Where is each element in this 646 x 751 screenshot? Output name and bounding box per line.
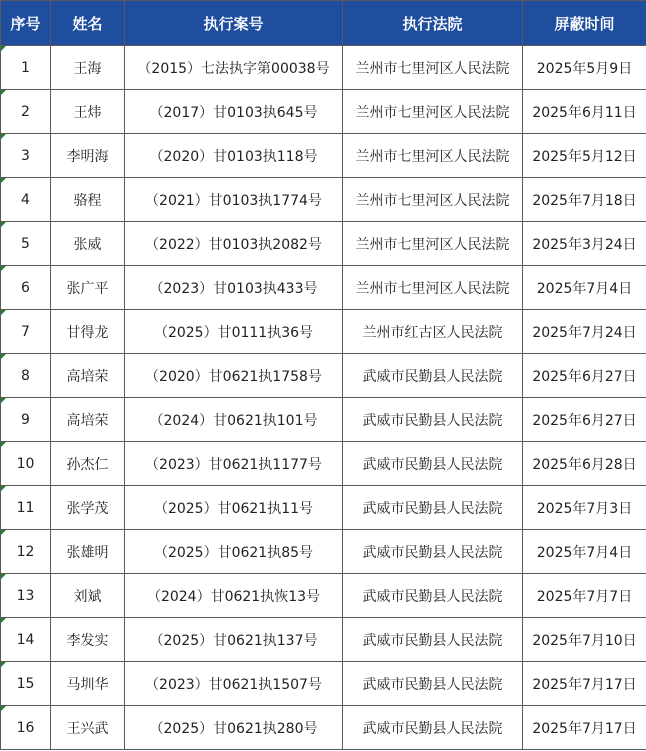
- cell-blocked-date: 2025年7月4日: [523, 530, 646, 574]
- cell-case-number: （2017）甘0103执645号: [125, 90, 343, 134]
- cell-court: 武威市民勤县人民法院: [343, 354, 523, 398]
- cell-case-number: （2021）甘0103执1774号: [125, 178, 343, 222]
- table-row: [1, 310, 646, 354]
- table-header: [1, 1, 646, 46]
- cell-index: 14: [1, 618, 51, 662]
- cell-name: 张广平: [51, 266, 125, 310]
- cell-index: 9: [1, 398, 51, 442]
- cell-name: 王炜: [51, 90, 125, 134]
- cell-name: 李明海: [51, 134, 125, 178]
- cell-court: 武威市民勤县人民法院: [343, 574, 523, 618]
- cell-index: 6: [1, 266, 51, 310]
- table-row: [1, 618, 646, 662]
- header-name: 姓名: [51, 1, 125, 46]
- cell-name: 高培荣: [51, 354, 125, 398]
- cell-court: 兰州市七里河区人民法院: [343, 134, 523, 178]
- header-case-number: 执行案号: [125, 1, 343, 46]
- table-row: [1, 134, 646, 178]
- cell-court: 兰州市红古区人民法院: [343, 310, 523, 354]
- cell-blocked-date: 2025年6月27日: [523, 398, 646, 442]
- cell-blocked-date: 2025年5月12日: [523, 134, 646, 178]
- table-row: [1, 442, 646, 486]
- cell-name: 骆程: [51, 178, 125, 222]
- cell-blocked-date: 2025年6月11日: [523, 90, 646, 134]
- cell-index: 8: [1, 354, 51, 398]
- table-row: [1, 574, 646, 618]
- cell-name: 马圳华: [51, 662, 125, 706]
- table-row: [1, 90, 646, 134]
- table-row: [1, 398, 646, 442]
- cell-index: 2: [1, 90, 51, 134]
- cell-index: 1: [1, 46, 51, 90]
- cell-index: 13: [1, 574, 51, 618]
- cell-court: 兰州市七里河区人民法院: [343, 90, 523, 134]
- header-blocked-date: 屏蔽时间: [523, 1, 646, 46]
- cell-name: 高培荣: [51, 398, 125, 442]
- cell-index: 7: [1, 310, 51, 354]
- table-row: [1, 46, 646, 90]
- table-row: [1, 706, 646, 750]
- cell-blocked-date: 2025年5月9日: [523, 46, 646, 90]
- cell-case-number: （2023）甘0621执1507号: [125, 662, 343, 706]
- header-row: [1, 1, 646, 46]
- cell-court: 兰州市七里河区人民法院: [343, 46, 523, 90]
- cell-blocked-date: 2025年3月24日: [523, 222, 646, 266]
- cell-name: 张雄明: [51, 530, 125, 574]
- cell-blocked-date: 2025年6月28日: [523, 442, 646, 486]
- cell-blocked-date: 2025年7月10日: [523, 618, 646, 662]
- cell-index: 16: [1, 706, 51, 750]
- cell-court: 武威市民勤县人民法院: [343, 662, 523, 706]
- cell-case-number: （2023）甘0621执1177号: [125, 442, 343, 486]
- cell-case-number: （2025）甘0111执36号: [125, 310, 343, 354]
- cell-court: 兰州市七里河区人民法院: [343, 178, 523, 222]
- cell-case-number: （2025）甘0621执280号: [125, 706, 343, 750]
- cell-blocked-date: 2025年6月27日: [523, 354, 646, 398]
- cell-blocked-date: 2025年7月17日: [523, 706, 646, 750]
- cell-court: 兰州市七里河区人民法院: [343, 222, 523, 266]
- header-index: 序号: [1, 1, 51, 46]
- cell-index: 15: [1, 662, 51, 706]
- cell-case-number: （2023）甘0103执433号: [125, 266, 343, 310]
- cell-name: 孙杰仁: [51, 442, 125, 486]
- cell-name: 张威: [51, 222, 125, 266]
- cell-case-number: （2025）甘0621执11号: [125, 486, 343, 530]
- table-row: [1, 486, 646, 530]
- cell-court: 武威市民勤县人民法院: [343, 618, 523, 662]
- header-court: 执行法院: [343, 1, 523, 46]
- cell-case-number: （2024）甘0621执恢13号: [125, 574, 343, 618]
- cell-index: 11: [1, 486, 51, 530]
- cell-name: 刘斌: [51, 574, 125, 618]
- cell-name: 甘得龙: [51, 310, 125, 354]
- cell-blocked-date: 2025年7月18日: [523, 178, 646, 222]
- cell-court: 武威市民勤县人民法院: [343, 398, 523, 442]
- cell-index: 5: [1, 222, 51, 266]
- cell-case-number: （2020）甘0621执1758号: [125, 354, 343, 398]
- table-row: [1, 530, 646, 574]
- cell-name: 李发实: [51, 618, 125, 662]
- cell-court: 武威市民勤县人民法院: [343, 442, 523, 486]
- cell-index: 3: [1, 134, 51, 178]
- cell-case-number: （2025）甘0621执85号: [125, 530, 343, 574]
- cell-court: 武威市民勤县人民法院: [343, 706, 523, 750]
- cell-blocked-date: 2025年7月7日: [523, 574, 646, 618]
- table-row: [1, 178, 646, 222]
- table-row: [1, 222, 646, 266]
- cell-case-number: （2025）甘0621执137号: [125, 618, 343, 662]
- table-row: [1, 266, 646, 310]
- cell-name: 王海: [51, 46, 125, 90]
- cell-blocked-date: 2025年7月24日: [523, 310, 646, 354]
- cell-court: 武威市民勤县人民法院: [343, 486, 523, 530]
- cell-court: 武威市民勤县人民法院: [343, 530, 523, 574]
- cell-case-number: （2015）七法执字第00038号: [125, 46, 343, 90]
- cell-name: 王兴武: [51, 706, 125, 750]
- cell-case-number: （2022）甘0103执2082号: [125, 222, 343, 266]
- cell-blocked-date: 2025年7月3日: [523, 486, 646, 530]
- cell-index: 4: [1, 178, 51, 222]
- cell-case-number: （2020）甘0103执118号: [125, 134, 343, 178]
- cell-blocked-date: 2025年7月4日: [523, 266, 646, 310]
- table-row: [1, 354, 646, 398]
- cell-index: 10: [1, 442, 51, 486]
- cell-court: 兰州市七里河区人民法院: [343, 266, 523, 310]
- table-row: [1, 662, 646, 706]
- cell-blocked-date: 2025年7月17日: [523, 662, 646, 706]
- cell-name: 张学茂: [51, 486, 125, 530]
- cell-index: 12: [1, 530, 51, 574]
- cell-case-number: （2024）甘0621执101号: [125, 398, 343, 442]
- table-body: [1, 46, 646, 750]
